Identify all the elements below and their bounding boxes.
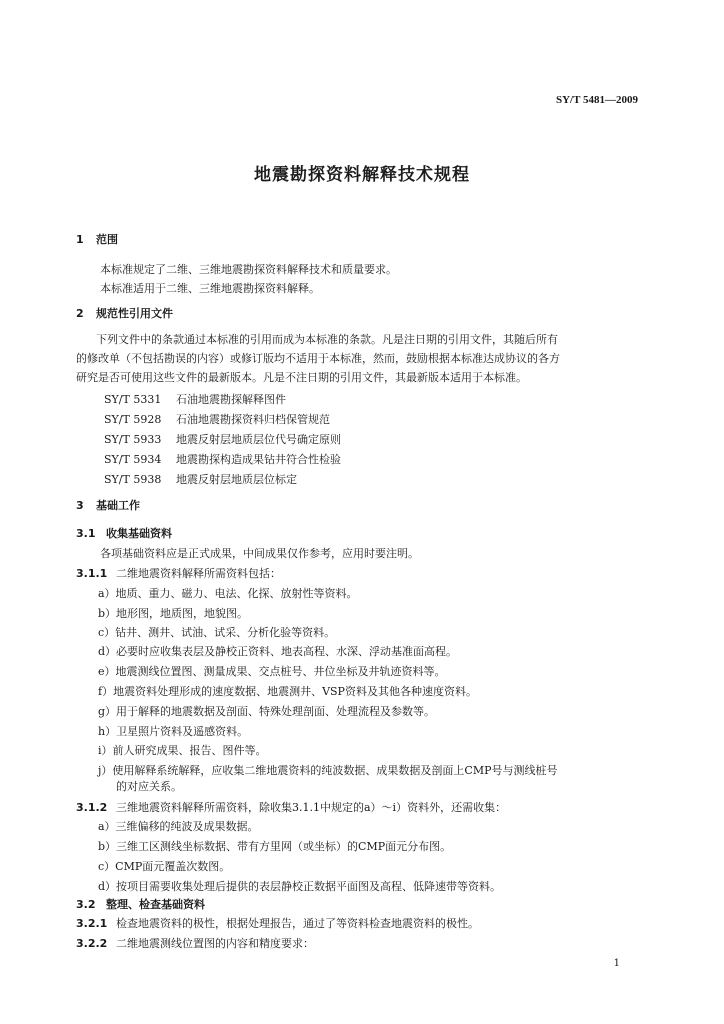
reference-title: 地震反射层地质层位标定 [176,473,297,486]
reference-entry [104,413,330,427]
list-item: e）地震测线位置图、测量成果、交点桩号、井位坐标及井轨迹资料等。 [98,665,446,678]
section-1-heading [76,233,118,247]
section-3-heading [76,499,140,513]
section-title: 规范性引用文件 [96,307,173,320]
clause-3-1-2 [76,801,506,815]
paragraph: 本标准规定了二维、三维地震勘探资料解释技术和质量要求。 [100,263,397,276]
reference-code: SY/T 5928 [104,413,162,426]
list-item: i）前人研究成果、报告、图件等。 [98,744,267,757]
clause-number: 3.1.1 [76,567,108,580]
clause-text: 三维地震资料解释所需资料，除收集3.1.1中规定的a）～i）资料外，还需收集： [116,801,507,814]
reference-title: 地震反射层地质层位代号确定原则 [176,433,341,446]
section-number: 3 [76,499,84,512]
clause-number: 3.2.2 [76,937,108,950]
reference-code: SY/T 5331 [104,393,162,406]
section-title: 基础工作 [96,499,140,512]
reference-entry [104,473,297,487]
reference-code: SY/T 5938 [104,473,162,486]
list-item: d）必要时应收集表层及静校正资料、地表高程、水深、浮动基准面高程。 [98,645,458,658]
section-number: 3.2 [76,898,96,911]
section-2-heading [76,307,173,321]
reference-entry [104,453,341,467]
subsection-3-2-heading [76,898,205,912]
list-item: a）地质、重力、磁力、电法、化探、放射性等资料。 [98,587,358,600]
list-item: j）使用解释系统解释，应收集二维地震资料的纯波数据、成果数据及剖面上CMP号与测线桩号 [98,764,558,777]
paragraph-line: 下列文件中的条款通过本标准的引用而成为本标准的条款。凡是注日期的引用文件，其随后所有 [96,333,558,346]
subsection-3-1-heading [76,527,172,541]
paragraph: 本标准适用于二维、三维地震勘探资料解释。 [100,282,320,295]
paragraph-line: 的修改单（不包括勘误的内容）或修订版均不适用于本标准，然而，鼓励根据本标准达成协议的各方 [76,352,560,365]
standard-code: SY/T 5481—2009 [555,94,638,106]
list-item: c）CMP面元覆盖次数图。 [98,860,231,873]
reference-title: 石油地震勘探解释图件 [176,393,286,406]
section-title: 整理、检查基础资料 [106,898,205,911]
section-number: 2 [76,307,84,320]
list-item: c）钻井、测井、试油、试采、分析化验等资料。 [98,626,336,639]
clause-text: 二维地震资料解释所需资料包括： [116,567,281,580]
list-item: h）卫星照片资料及遥感资料。 [98,725,249,738]
list-item: b）三维工区测线坐标数据、带有方里网（或坐标）的CMP面元分布图。 [98,840,452,853]
document-title: 地震勘探资料解释技术规程 [254,165,470,185]
section-title: 收集基础资料 [106,527,172,540]
list-item: d）按项目需要收集处理后提供的表层静校正数据平面图及高程、低降速带等资料。 [98,880,502,893]
list-item-continuation: 的对应关系。 [116,780,182,793]
list-item: g）用于解释的地震数据及剖面、特殊处理剖面、处理流程及参数等。 [98,705,436,718]
reference-entry [104,433,341,447]
clause-number: 3.2.1 [76,917,108,930]
clause-text: 检查地震资料的极性，根据处理报告，通过了等资料检查地震资料的极性。 [116,917,479,930]
clause-3-2-1 [76,917,479,931]
page-number: 1 [613,958,620,969]
section-title: 范围 [96,233,118,246]
section-number: 3.1 [76,527,96,540]
clause-3-2-2 [76,937,314,951]
list-item: f）地震资料处理形成的速度数据、地震测井、VSP资料及其他各种速度资料。 [98,685,477,698]
list-item: b）地形图，地质图，地貌图。 [98,607,249,620]
reference-title: 地震勘探构造成果钻井符合性检验 [176,453,341,466]
clause-3-1-1 [76,567,281,581]
list-item: a）三维偏移的纯波及成果数据。 [98,820,259,833]
reference-code: SY/T 5934 [104,453,162,466]
reference-title: 石油地震勘探资料归档保管规范 [176,413,330,426]
clause-number: 3.1.2 [76,801,108,814]
reference-entry [104,393,286,407]
section-number: 1 [76,233,84,246]
clause-text: 二维地震测线位置图的内容和精度要求： [116,937,314,950]
paragraph-line: 研究是否可使用这些文件的最新版本。凡是不注日期的引用文件，其最新版本适用于本标准。 [76,371,527,384]
reference-code: SY/T 5933 [104,433,162,446]
paragraph: 各项基础资料应是正式成果，中间成果仅作参考，应用时要注明。 [100,547,419,560]
